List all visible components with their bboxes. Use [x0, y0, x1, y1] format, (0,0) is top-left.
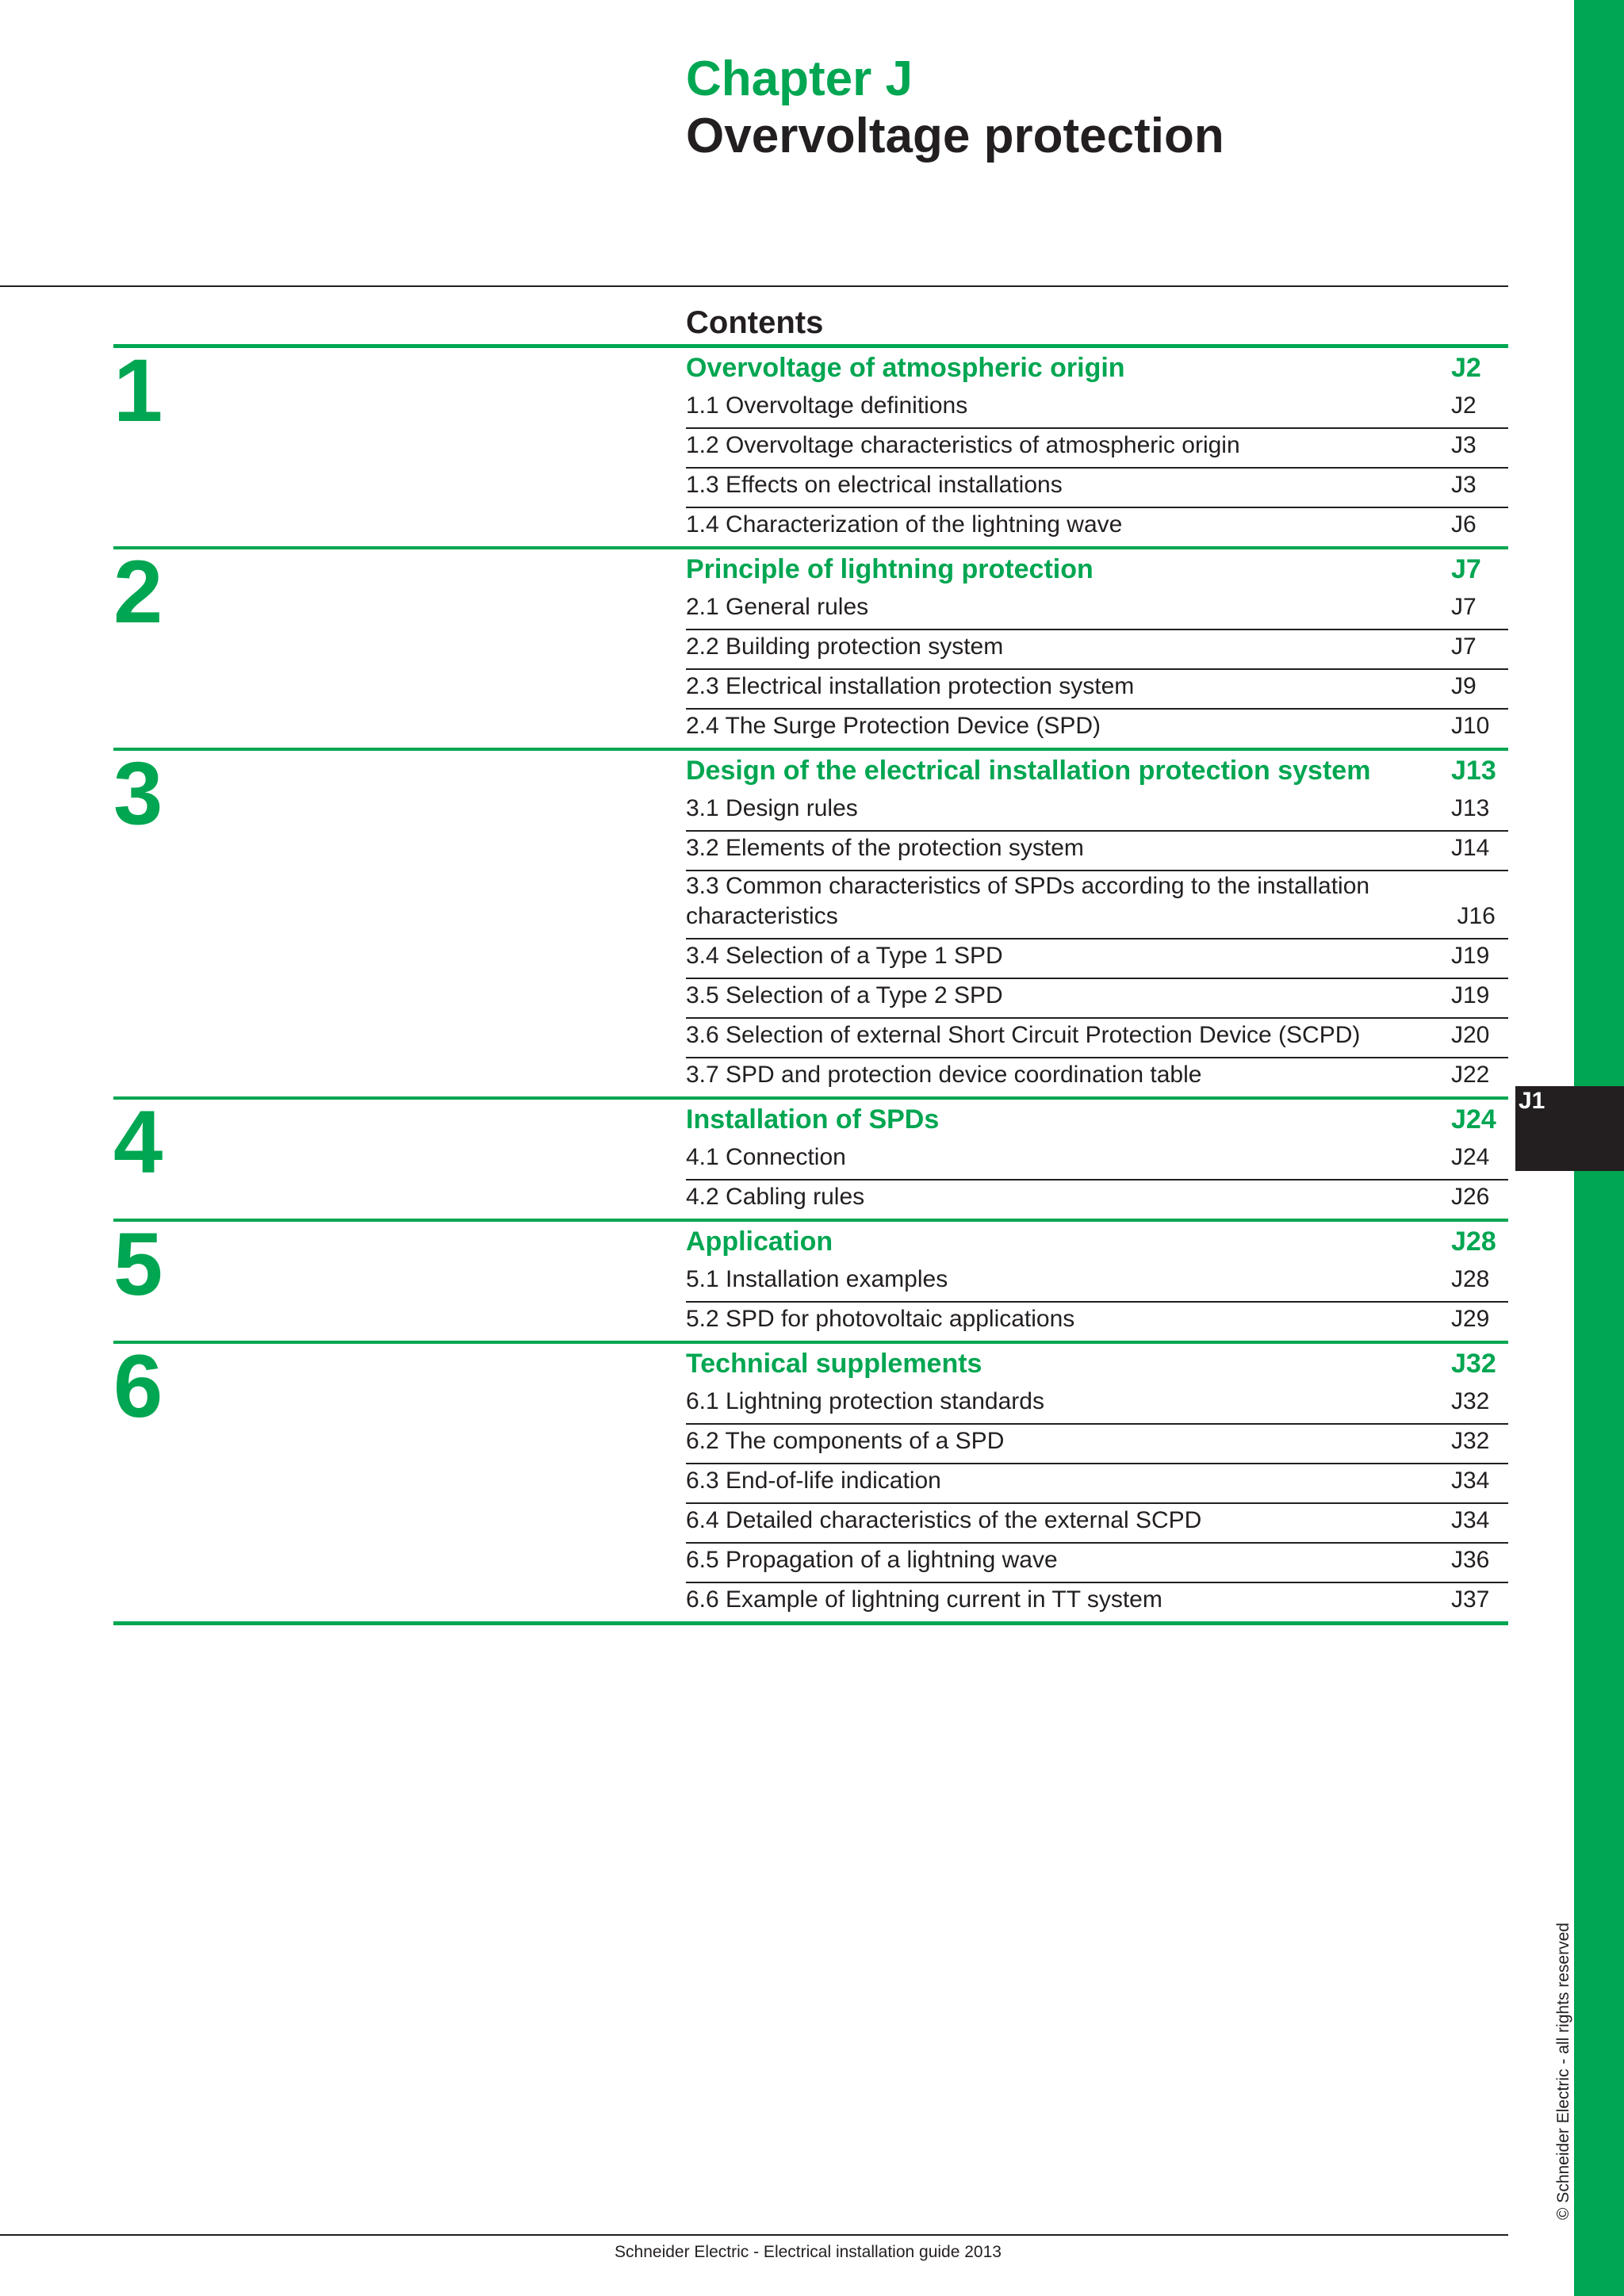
toc-section: [113, 542, 1508, 748]
toc-entry[interactable]: [686, 830, 1508, 870]
toc-entry[interactable]: [686, 1139, 1508, 1179]
section-title: Installation of SPDs: [686, 1104, 940, 1135]
toc-entry-label: 2.1 General rules: [686, 594, 869, 620]
section-title: Technical supplements: [686, 1348, 982, 1379]
section-body: [686, 1222, 1508, 1341]
section-body: [686, 1100, 1508, 1219]
footer-divider: [0, 2234, 1508, 2236]
toc-entry[interactable]: [686, 1582, 1508, 1621]
copyright-notice: © Schneider Electric - all rights reserved: [1554, 1923, 1572, 2220]
toc-section: [113, 1337, 1508, 1621]
toc-entry-label: 3.5 Selection of a Type 2 SPD: [686, 982, 1003, 1008]
toc-entry-page: J19: [1451, 982, 1490, 1008]
table-of-contents: [113, 341, 1508, 1625]
section-heading-link[interactable]: [686, 549, 1508, 589]
toc-entry-page: J20: [1451, 1022, 1490, 1048]
toc-entry-label: 3.2 Elements of the protection system: [686, 835, 1084, 861]
toc-entry-label: 2.4 The Surge Protection Device (SPD): [686, 713, 1101, 739]
toc-entry-page: J37: [1451, 1586, 1490, 1613]
section-body: [686, 549, 1508, 748]
section-number: 4: [113, 1093, 163, 1192]
contents-heading: Contents: [686, 305, 824, 340]
toc-entry-label: 3.7 SPD and protection device coordination table: [686, 1062, 1202, 1088]
chapter-title: Overvoltage protection: [686, 109, 1224, 163]
toc-entry-page: J24: [1451, 1144, 1490, 1170]
section-page: J13: [1451, 755, 1496, 786]
toc-entry[interactable]: [686, 938, 1508, 978]
toc-entry-label: 6.6 Example of lightning current in TT system: [686, 1586, 1162, 1613]
toc-entry-page: J6: [1451, 511, 1477, 538]
toc-entry[interactable]: [686, 1261, 1508, 1301]
toc-section: [113, 1093, 1508, 1219]
toc-entry-page: J19: [1451, 943, 1490, 969]
toc-entry[interactable]: [686, 870, 1508, 938]
toc-entry[interactable]: [686, 1423, 1508, 1463]
toc-entry-label: 5.1 Installation examples: [686, 1266, 948, 1292]
section-body: [686, 348, 1508, 546]
section-number: 5: [113, 1215, 163, 1314]
toc-entry-page: J10: [1451, 713, 1490, 739]
toc-entry-page: J14: [1451, 835, 1490, 861]
toc-entry-page: J34: [1451, 1468, 1490, 1494]
toc-entry-label: 2.3 Electrical installation protection system: [686, 673, 1135, 699]
toc-entry-label: 6.4 Detailed characteristics of the external SCPD: [686, 1507, 1202, 1533]
section-heading-link[interactable]: [686, 348, 1508, 388]
page-footer: [0, 2243, 1624, 2262]
toc-entry-page: J29: [1451, 1306, 1490, 1332]
toc-entry-page: J32: [1451, 1428, 1490, 1454]
section-title: Overvoltage of atmospheric origin: [686, 352, 1125, 383]
section-title: Principle of lightning protection: [686, 553, 1094, 584]
toc-entry[interactable]: [686, 467, 1508, 507]
toc-entry[interactable]: [686, 668, 1508, 708]
toc-entry-label: 3.6 Selection of external Short Circuit Protection Device (SCPD): [686, 1022, 1361, 1048]
toc-entry[interactable]: [686, 790, 1508, 830]
toc-entry[interactable]: [686, 507, 1508, 546]
toc-entry[interactable]: [686, 978, 1508, 1017]
toc-entry-page: J9: [1451, 673, 1477, 699]
section-heading-link[interactable]: [686, 1222, 1508, 1261]
chapter-label: Chapter J: [686, 52, 913, 106]
toc-entry[interactable]: [686, 427, 1508, 467]
toc-entry[interactable]: [686, 1542, 1508, 1582]
section-number: 1: [113, 341, 163, 440]
section-body: [686, 1344, 1508, 1621]
toc-entry-label: 1.2 Overvoltage characteristics of atmospheric origin: [686, 432, 1240, 458]
toc-entry-page: J32: [1451, 1388, 1490, 1414]
header-divider: [0, 285, 1508, 287]
section-page: J24: [1451, 1104, 1496, 1135]
section-page: J2: [1451, 352, 1481, 383]
toc-entry-label: 3.1 Design rules: [686, 795, 858, 821]
toc-entry-page: J2: [1451, 392, 1477, 419]
toc-entry[interactable]: [686, 1502, 1508, 1542]
toc-entry-label: 3.4 Selection of a Type 1 SPD: [686, 943, 1003, 969]
toc-entry-label: 6.3 End-of-life indication: [686, 1468, 941, 1494]
toc-entry-page: J3: [1451, 472, 1477, 498]
section-number: 3: [113, 744, 163, 843]
toc-entry-label: 2.2 Building protection system: [686, 633, 1004, 660]
toc-entry-label: 3.3 Common characteristics of SPDs according to the installation characteristics: [686, 873, 1370, 929]
toc-entry[interactable]: [686, 1383, 1508, 1423]
toc-section: [113, 1215, 1508, 1341]
toc-entry-page: J7: [1451, 633, 1477, 660]
toc-entry-page: J34: [1451, 1507, 1490, 1533]
toc-entry[interactable]: [686, 589, 1508, 629]
footer-text: Schneider Electric - Electrical installation guide 2013: [615, 2243, 1002, 2261]
toc-section: [113, 744, 1508, 1096]
toc-entry[interactable]: [686, 1179, 1508, 1219]
section-heading-link[interactable]: [686, 1100, 1508, 1139]
section-heading-link[interactable]: [686, 751, 1508, 790]
page-tab: J1: [1515, 1086, 1624, 1171]
section-heading-link[interactable]: [686, 1344, 1508, 1383]
toc-entry-page: J22: [1451, 1062, 1490, 1088]
section-page: J32: [1451, 1348, 1496, 1379]
toc-entry-page: J16: [1457, 903, 1496, 929]
section-page: J7: [1451, 553, 1481, 584]
toc-entry-page: J28: [1451, 1266, 1490, 1292]
toc-entry[interactable]: [686, 1057, 1508, 1096]
toc-entry[interactable]: [686, 1301, 1508, 1341]
toc-entry-label: 6.1 Lightning protection standards: [686, 1388, 1044, 1414]
toc-section: [113, 341, 1508, 546]
toc-entry[interactable]: [686, 629, 1508, 668]
toc-entry-label: 1.4 Characterization of the lightning wave: [686, 511, 1123, 538]
toc-entry-label: 1.1 Overvoltage definitions: [686, 392, 968, 419]
toc-entry-page: J26: [1451, 1184, 1490, 1210]
toc-entry-label: 6.5 Propagation of a lightning wave: [686, 1547, 1058, 1573]
toc-entry-page: J7: [1451, 594, 1477, 620]
toc-entry-label: 4.2 Cabling rules: [686, 1184, 865, 1210]
toc-entry-page: J36: [1451, 1547, 1490, 1573]
toc-entry-page: J3: [1451, 432, 1477, 458]
section-title: Design of the electrical installation protection system: [686, 755, 1371, 786]
toc-entry-label: 1.3 Effects on electrical installations: [686, 472, 1063, 498]
toc-entry[interactable]: [686, 1463, 1508, 1502]
section-number: 2: [113, 542, 163, 641]
toc-entry-label: 4.1 Connection: [686, 1144, 846, 1170]
section-body: [686, 751, 1508, 1096]
section-number: 6: [113, 1337, 163, 1436]
toc-entry[interactable]: [686, 1017, 1508, 1057]
section-page: J28: [1451, 1226, 1496, 1257]
section-title: Application: [686, 1226, 833, 1257]
toc-entry-page: J13: [1451, 795, 1490, 821]
toc-entry[interactable]: [686, 708, 1508, 748]
toc-entry-label: 6.2 The components of a SPD: [686, 1428, 1005, 1454]
toc-entry-label: 5.2 SPD for photovoltaic applications: [686, 1306, 1075, 1332]
toc-entry[interactable]: [686, 388, 1508, 427]
